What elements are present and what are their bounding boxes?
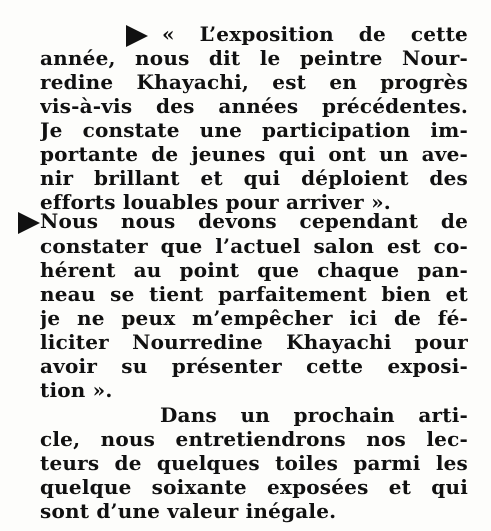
paragraph-3-line-4: quelque soixante exposées et qui <box>40 475 468 499</box>
paragraph-2-line-6: liciter Nourredine Khayachi pour <box>40 330 468 354</box>
paragraph-3-line-5: sont d’une valeur inégale. <box>40 499 337 523</box>
paragraph-1-line-4: vis-à-vis des années précédentes. <box>40 94 468 118</box>
paragraph-2-line-5: je ne peux m’empêcher ici de fé- <box>40 306 468 330</box>
paragraph-1-line-8: efforts louables pour arriver ». <box>40 190 391 214</box>
paragraph-2-line-8: tion ». <box>40 378 113 402</box>
paragraph-1-line-7: nir brillant et qui déploient des <box>40 166 468 190</box>
paragraph-1-line-1: « L’exposition de cette <box>162 22 468 46</box>
paragraph-3-line-1: Dans un prochain arti- <box>160 403 468 427</box>
paragraph-1-line-2: année, nous dit le peintre Nour- <box>40 46 468 70</box>
paragraph-2-line-2: constater que l’actuel salon est co- <box>40 234 468 258</box>
triangle-pointer-icon <box>126 25 148 47</box>
paragraph-2-line-4: neau se tient parfaitement bien et <box>40 282 468 306</box>
paragraph-1-line-3: redine Khayachi, est en progrès <box>40 70 468 94</box>
paragraph-1-line-6: portante de jeunes qui ont un ave- <box>40 142 468 166</box>
paragraph-1-line-5: Je constate une participation im- <box>40 118 468 142</box>
paragraph-3-line-3: teurs de quelques toiles parmi les <box>40 451 468 475</box>
triangle-pointer-icon <box>18 212 40 234</box>
paragraph-2-line-3: hérent au point que chaque pan- <box>40 258 468 282</box>
paragraph-2-line-1: Nous nous devons cependant de <box>40 209 468 233</box>
paragraph-3-line-2: cle, nous entretiendrons nos lec- <box>40 427 468 451</box>
paragraph-2-line-7: avoir su présenter cette exposi- <box>40 354 468 378</box>
